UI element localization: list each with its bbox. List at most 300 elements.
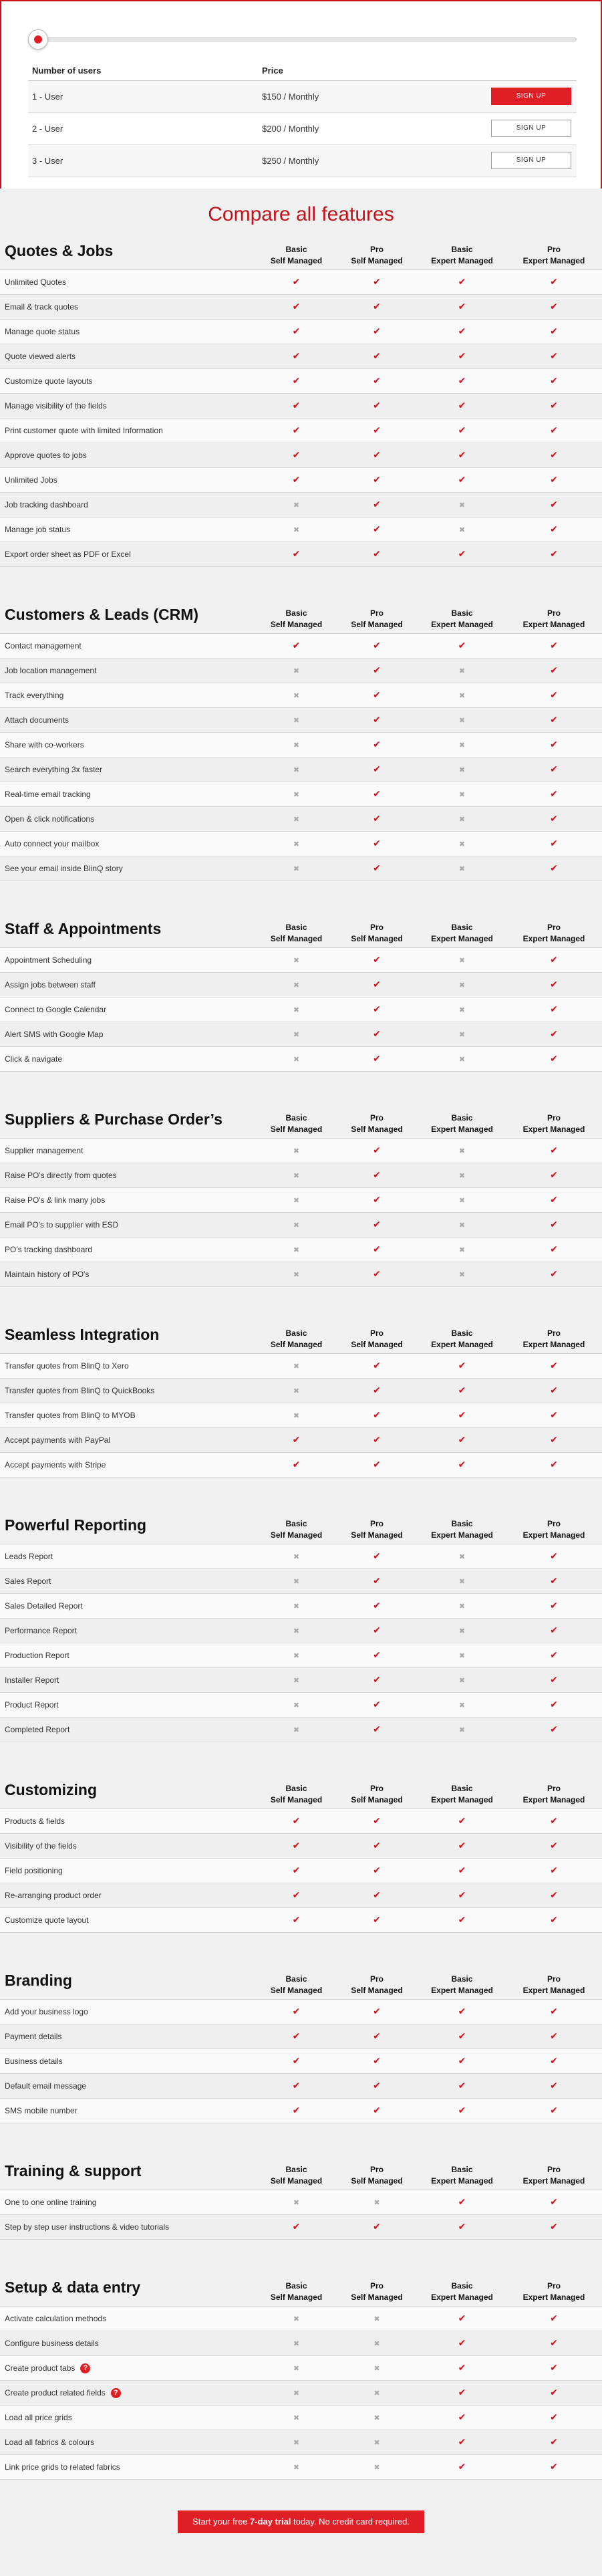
pricing-row [28, 144, 577, 177]
check-icon [293, 1865, 301, 1876]
feature-name [0, 1435, 257, 1445]
feature-cell-pro-expert-managed [506, 549, 602, 560]
feature-cell-basic-expert-managed [418, 1841, 506, 1851]
check-icon [293, 2006, 301, 2017]
feature-label: Connect to Google Calendar [5, 1005, 107, 1014]
feature-cell-basic-expert-managed [418, 475, 506, 485]
plan-tier: Pro [547, 608, 561, 618]
feature-cell-basic-expert-managed [418, 1361, 506, 1371]
check-icon [293, 640, 301, 651]
check-icon [293, 2031, 301, 2042]
feature-name [0, 500, 257, 509]
feature-section [0, 2269, 602, 2480]
cross-icon [293, 715, 299, 725]
plan-tier: Basic [285, 608, 307, 618]
check-icon [458, 2387, 466, 2398]
plan-tier: Pro [547, 245, 561, 254]
cross-icon [293, 1725, 299, 1734]
feature-label: Manage visibility of the fields [5, 401, 107, 411]
feature-label: Share with co-workers [5, 740, 84, 749]
feature-name [0, 376, 257, 386]
plan-header-pro-expert-managed [506, 1783, 602, 1806]
feature-name [0, 1675, 257, 1685]
feature-cell-basic-expert-managed [418, 1601, 506, 1611]
check-icon [293, 425, 301, 436]
feature-cell-basic-expert-managed [418, 1675, 506, 1685]
feature-cell-basic-self-managed [257, 2363, 335, 2373]
feature-cell-basic-self-managed [257, 691, 335, 700]
feature-row [0, 419, 602, 443]
check-icon [373, 2081, 381, 2091]
cta-area [0, 2509, 602, 2576]
check-icon [550, 326, 558, 337]
cross-icon [459, 1030, 465, 1039]
feature-label: Job location management [5, 666, 97, 675]
feature-cell-pro-self-managed [335, 1195, 418, 1205]
check-icon [550, 2222, 558, 2232]
feature-cell-basic-self-managed [257, 2081, 335, 2091]
feature-cell-basic-self-managed [257, 1651, 335, 1660]
feature-cell-pro-expert-managed [506, 1915, 602, 1925]
plan-tier: Pro [369, 923, 384, 932]
feature-cell-pro-expert-managed [506, 979, 602, 990]
signup-button[interactable]: SIGN UP [491, 88, 571, 105]
feature-row [0, 948, 602, 973]
feature-cell-basic-self-managed [257, 1552, 335, 1561]
feature-cell-pro-expert-managed [506, 351, 602, 362]
feature-cell-basic-self-managed [257, 400, 335, 411]
feature-row [0, 1859, 602, 1883]
feature-name [0, 2032, 257, 2041]
feature-cell-pro-expert-managed [506, 1650, 602, 1661]
feature-row [0, 733, 602, 757]
feature-cell-pro-self-managed [335, 499, 418, 510]
feature-name [0, 302, 257, 312]
check-icon [550, 1219, 558, 1230]
feature-cell-pro-self-managed [335, 2105, 418, 2116]
feature-label: Alert SMS with Google Map [5, 1030, 104, 1039]
feature-cell-pro-expert-managed [506, 1459, 602, 1470]
cross-icon [293, 1005, 299, 1014]
feature-name [0, 352, 257, 361]
feature-label: Open & click notifications [5, 814, 95, 824]
feature-row [0, 2455, 602, 2480]
feature-cell-pro-expert-managed [506, 1054, 602, 1064]
check-icon [373, 1601, 381, 1611]
feature-cell-basic-expert-managed [418, 2437, 506, 2448]
feature-section [0, 596, 602, 881]
feature-cell-basic-self-managed [257, 2314, 335, 2323]
plan-tier: Pro [547, 2165, 561, 2174]
cross-icon [293, 2438, 299, 2447]
check-icon [293, 2056, 301, 2067]
check-icon [373, 1841, 381, 1851]
plan-management: Self Managed [351, 1340, 403, 1349]
feature-cell-basic-self-managed [257, 475, 335, 485]
section-title: Seamless Integration [5, 1326, 160, 1343]
feature-row [0, 1238, 602, 1262]
slider-track[interactable] [35, 37, 577, 41]
cross-icon [373, 2438, 380, 2447]
feature-cell-pro-self-managed [335, 1269, 418, 1280]
help-icon[interactable]: ? [111, 2388, 121, 2398]
feature-label: Appointment Scheduling [5, 955, 92, 965]
check-icon [550, 955, 558, 965]
feature-cell-pro-expert-managed [506, 1385, 602, 1396]
feature-name [0, 839, 257, 848]
check-icon [293, 1459, 301, 1470]
cross-icon [293, 1030, 299, 1039]
check-icon [458, 2056, 466, 2067]
feature-row [0, 1883, 602, 1908]
feature-rows [0, 1809, 602, 1933]
feature-cell-pro-expert-managed [506, 1219, 602, 1230]
plan-header-basic-expert-managed [418, 2164, 506, 2187]
feature-cell-pro-self-managed [335, 2056, 418, 2067]
plan-management: Self Managed [270, 1125, 323, 1134]
plan-tier: Basic [285, 1519, 307, 1528]
check-icon [458, 1459, 466, 1470]
feature-label: Manage quote status [5, 327, 80, 336]
feature-label: Load all fabrics & colours [5, 2438, 95, 2447]
check-icon [373, 1890, 381, 1901]
feature-cell-basic-expert-managed [418, 1915, 506, 1925]
feature-row [0, 634, 602, 659]
signup-button[interactable]: SIGN UP [491, 152, 571, 169]
feature-row [0, 1908, 602, 1933]
feature-name [0, 2438, 257, 2447]
cross-icon [459, 1601, 465, 1611]
feature-row [0, 782, 602, 807]
cross-icon [293, 500, 299, 509]
feature-name [0, 1030, 257, 1039]
feature-cell-basic-self-managed [257, 351, 335, 362]
feature-cell-basic-self-managed [257, 814, 335, 824]
plan-tier: Pro [369, 1328, 384, 1338]
feature-cell-pro-self-managed [335, 2198, 418, 2207]
check-icon [458, 2412, 466, 2423]
feature-cell-pro-expert-managed [506, 326, 602, 337]
feature-rows [0, 270, 602, 567]
plan-tier: Basic [451, 1519, 473, 1528]
check-icon [373, 1385, 381, 1396]
check-icon [458, 1410, 466, 1421]
cross-icon [293, 2314, 299, 2323]
cross-icon [459, 1700, 465, 1710]
user-count-slider[interactable] [28, 28, 577, 51]
feature-row [0, 856, 602, 881]
check-icon [550, 351, 558, 362]
section-header [0, 596, 602, 634]
feature-cell-basic-self-managed [257, 2198, 335, 2207]
check-icon [550, 838, 558, 849]
plan-management: Self Managed [351, 934, 403, 943]
feature-label: Raise PO's & link many jobs [5, 1195, 106, 1205]
check-icon [550, 2006, 558, 2017]
check-icon [373, 1269, 381, 1280]
pricing-table [28, 62, 577, 177]
cross-icon [459, 715, 465, 725]
cross-icon [459, 740, 465, 749]
feature-cell-basic-self-managed [257, 2031, 335, 2042]
feature-label: Field positioning [5, 1866, 63, 1875]
plan-header-basic-self-managed [257, 608, 335, 630]
feature-name [0, 1576, 257, 1586]
feature-name [0, 1386, 257, 1395]
feature-cell-pro-expert-managed [506, 475, 602, 485]
plan-management: Expert Managed [431, 2293, 493, 2302]
feature-row [0, 1022, 602, 1047]
feature-row [0, 1403, 602, 1428]
feature-cell-basic-self-managed [257, 425, 335, 436]
plan-management: Self Managed [270, 2176, 323, 2186]
cross-icon [293, 1552, 299, 1561]
feature-cell-basic-self-managed [257, 277, 335, 287]
cross-icon [293, 790, 299, 799]
start-trial-button[interactable] [178, 2510, 424, 2533]
help-icon[interactable]: ? [80, 2363, 90, 2373]
feature-cell-pro-expert-managed [506, 1675, 602, 1685]
feature-row [0, 2074, 602, 2099]
feature-cell-pro-self-managed [335, 1410, 418, 1421]
check-icon [550, 1551, 558, 1562]
feature-name [0, 1817, 257, 1826]
check-icon [550, 789, 558, 800]
feature-cell-basic-expert-managed [418, 980, 506, 989]
feature-cell-pro-self-managed [335, 2314, 418, 2323]
feature-name [0, 2314, 257, 2323]
cross-icon [459, 1220, 465, 1230]
check-icon [550, 665, 558, 676]
cross-icon [459, 1270, 465, 1279]
check-icon [550, 1385, 558, 1396]
feature-cell-basic-expert-managed [418, 2222, 506, 2232]
feature-name [0, 2222, 257, 2232]
slider-handle[interactable] [28, 29, 48, 49]
check-icon [458, 1435, 466, 1445]
check-icon [293, 1890, 301, 1901]
check-icon [373, 1244, 381, 1255]
feature-name [0, 955, 257, 965]
feature-name [0, 1270, 257, 1279]
feature-name [0, 2007, 257, 2016]
plan-header-basic-self-managed [257, 1783, 335, 1806]
plan-management: Expert Managed [431, 1125, 493, 1134]
feature-label: Email & track quotes [5, 302, 79, 312]
section-header [0, 1962, 602, 2000]
feature-cell-pro-self-managed [335, 715, 418, 725]
check-icon [373, 499, 381, 510]
plan-tier: Basic [285, 245, 307, 254]
cross-icon [459, 864, 465, 873]
feature-cell-pro-self-managed [335, 1915, 418, 1925]
feature-cell-basic-expert-managed [418, 2056, 506, 2067]
plan-tier: Basic [451, 1113, 473, 1123]
signup-button[interactable]: SIGN UP [491, 120, 571, 137]
plan-header-basic-expert-managed [418, 922, 506, 945]
check-icon [293, 351, 301, 362]
feature-cell-basic-expert-managed [418, 1626, 506, 1635]
feature-name [0, 2462, 257, 2472]
feature-rows [0, 1354, 602, 1478]
feature-cell-pro-expert-managed [506, 640, 602, 651]
check-icon [458, 277, 466, 287]
feature-cell-pro-self-managed [335, 549, 418, 560]
check-icon [373, 549, 381, 560]
feature-cell-pro-expert-managed [506, 2081, 602, 2091]
feature-row [0, 807, 602, 832]
plan-tier: Basic [451, 923, 473, 932]
check-icon [550, 1650, 558, 1661]
plan-management: Self Managed [270, 934, 323, 943]
feature-cell-basic-expert-managed [418, 2081, 506, 2091]
check-icon [373, 425, 381, 436]
check-icon [550, 690, 558, 701]
feature-section [0, 2153, 602, 2240]
plan-tier: Basic [451, 245, 473, 254]
feature-row [0, 1188, 602, 1213]
feature-name [0, 2413, 257, 2422]
check-icon [458, 640, 466, 651]
feature-label: Accept payments with Stripe [5, 1460, 106, 1470]
cross-icon [293, 1626, 299, 1635]
cross-icon [459, 1725, 465, 1734]
feature-label: Step by step user instructions & video tutorials [5, 2222, 170, 2232]
check-icon [458, 2437, 466, 2448]
check-icon [293, 277, 301, 287]
feature-cell-basic-self-managed [257, 1816, 335, 1827]
feature-cell-basic-self-managed [257, 1725, 335, 1734]
feature-cell-basic-expert-managed [418, 1195, 506, 1205]
feature-label: Re-arranging product order [5, 1891, 102, 1900]
plan-management: Expert Managed [522, 620, 585, 629]
feature-label: Production Report [5, 1651, 69, 1660]
feature-cell-basic-expert-managed [418, 425, 506, 436]
feature-cell-basic-self-managed [257, 790, 335, 799]
feature-label: Accept payments with PayPal [5, 1435, 111, 1445]
feature-cell-basic-self-managed [257, 1146, 335, 1155]
feature-cell-basic-expert-managed [418, 277, 506, 287]
feature-cell-pro-self-managed [335, 1650, 418, 1661]
check-icon [550, 425, 558, 436]
check-icon [293, 1816, 301, 1827]
plan-management: Self Managed [270, 2293, 323, 2302]
plan-tier: Basic [451, 1784, 473, 1793]
plan-management: Expert Managed [522, 2293, 585, 2302]
feature-label: Approve quotes to jobs [5, 451, 87, 460]
plan-header-pro-expert-managed [506, 2164, 602, 2187]
cross-icon [293, 839, 299, 848]
feature-name [0, 525, 257, 534]
feature-label: Leads Report [5, 1552, 53, 1561]
plan-header-pro-expert-managed [506, 1974, 602, 1996]
feature-section [0, 1962, 602, 2123]
cross-icon [459, 691, 465, 700]
feature-cell-pro-self-managed [335, 2363, 418, 2373]
check-icon [293, 400, 301, 411]
feature-cell-basic-expert-managed [418, 326, 506, 337]
feature-row [0, 1163, 602, 1188]
check-icon [550, 1816, 558, 1827]
feature-cell-basic-expert-managed [418, 814, 506, 824]
check-icon [550, 1915, 558, 1925]
feature-row [0, 2000, 602, 2024]
feature-name [0, 1005, 257, 1014]
plan-tier: Pro [369, 1784, 384, 1793]
cross-icon [293, 980, 299, 989]
cross-icon [293, 1700, 299, 1710]
feature-cell-pro-expert-managed [506, 1700, 602, 1710]
feature-cell-basic-self-managed [257, 2438, 335, 2447]
feature-cell-basic-self-managed [257, 2413, 335, 2422]
feature-name [0, 1841, 257, 1851]
feature-cell-pro-expert-managed [506, 425, 602, 436]
plan-tier: Basic [285, 2165, 307, 2174]
feature-row [0, 2024, 602, 2049]
feature-label: Transfer quotes from BlinQ to Xero [5, 1361, 129, 1371]
feature-row [0, 1139, 602, 1163]
plan-management: Expert Managed [522, 1125, 585, 1134]
check-icon [458, 2338, 466, 2349]
feature-cell-pro-expert-managed [506, 739, 602, 750]
feature-cell-basic-expert-managed [418, 376, 506, 386]
feature-cell-pro-self-managed [335, 838, 418, 849]
feature-rows [0, 948, 602, 1072]
check-icon [550, 1890, 558, 1901]
feature-cell-pro-self-managed [335, 640, 418, 651]
plan-tier: Pro [547, 1784, 561, 1793]
feature-cell-pro-self-managed [335, 1459, 418, 1470]
feature-cell-basic-expert-managed [418, 2006, 506, 2017]
feature-cell-pro-self-managed [335, 764, 418, 775]
feature-label: Print customer quote with limited Information [5, 426, 163, 435]
plan-management: Expert Managed [431, 1530, 493, 1540]
check-icon [550, 2197, 558, 2208]
feature-cell-basic-expert-managed [418, 1171, 506, 1180]
check-icon [373, 665, 381, 676]
feature-cell-basic-self-managed [257, 2388, 335, 2397]
cross-icon [459, 1552, 465, 1561]
feature-row [0, 2430, 602, 2455]
feature-row [0, 344, 602, 369]
plan-management: Self Managed [351, 1795, 403, 1804]
feature-cell-pro-self-managed [335, 1244, 418, 1255]
feature-cell-basic-self-managed [257, 2339, 335, 2348]
plan-management: Expert Managed [522, 1530, 585, 1540]
cross-icon [373, 2363, 380, 2373]
pricing-action [478, 144, 577, 177]
feature-cell-basic-expert-managed [418, 1245, 506, 1254]
plan-tier: Pro [547, 1974, 561, 1984]
feature-cell-pro-self-managed [335, 739, 418, 750]
feature-name [0, 2339, 257, 2348]
pricing-action [478, 80, 577, 112]
plan-header-basic-expert-managed [418, 1113, 506, 1135]
feature-cell-pro-self-managed [335, 1841, 418, 1851]
cross-icon [373, 2314, 380, 2323]
feature-section [0, 1772, 602, 1933]
feature-name [0, 550, 257, 559]
feature-section [0, 1316, 602, 1478]
check-icon [550, 715, 558, 725]
plan-tier: Basic [451, 2281, 473, 2291]
feature-name [0, 2363, 257, 2373]
feature-row [0, 1047, 602, 1072]
plan-tier: Pro [369, 1974, 384, 1984]
plan-header-pro-expert-managed [506, 244, 602, 267]
check-icon [550, 1459, 558, 1470]
check-icon [373, 1625, 381, 1636]
